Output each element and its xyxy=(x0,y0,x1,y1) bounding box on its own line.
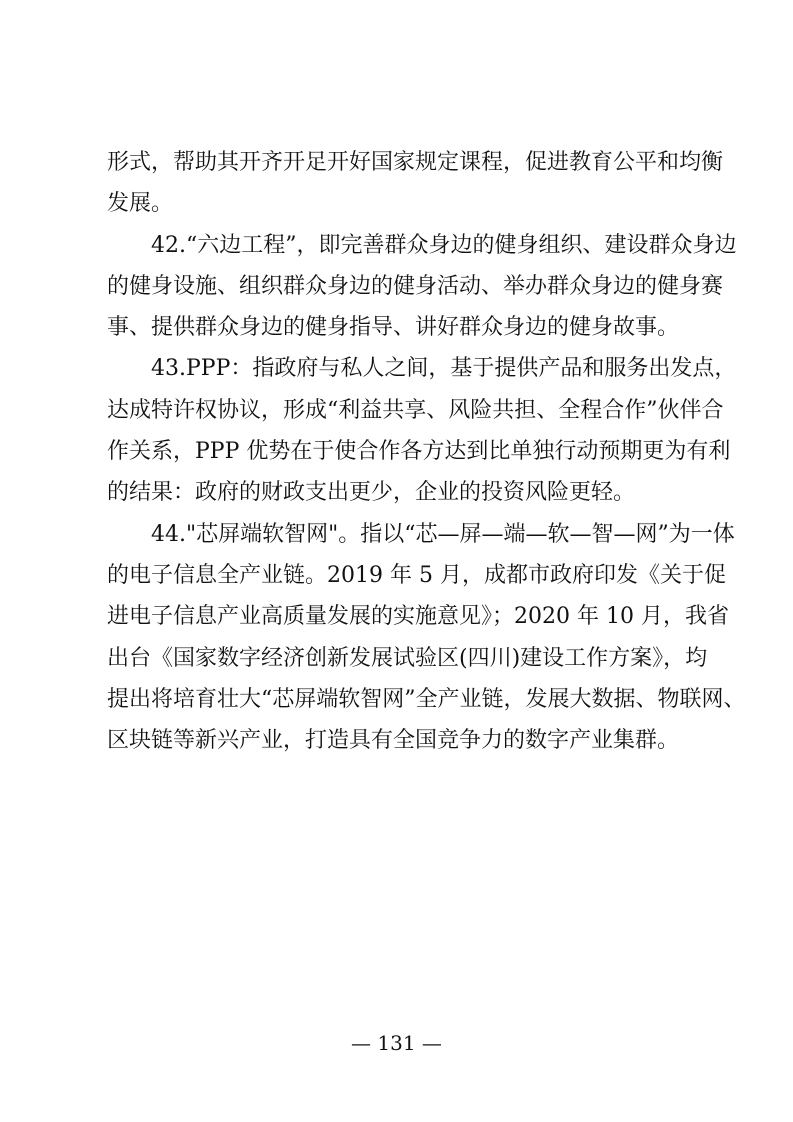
item-44-line-6: 区块链等新兴产业，打造具有全国竞争力的数字产业集群。 xyxy=(107,728,680,753)
item-43-line-2: 达成特许权协议，形成“利益共享、风险共担、全程合作”伙伴合 xyxy=(107,398,724,423)
item-42-line-1: 42.“六边工程”，即完善群众身边的健身组织、建设群众身边 xyxy=(151,233,737,258)
item-43-line-3: 作关系，PPP 优势在于使合作各方达到比单独行动预期更为有利 xyxy=(107,439,731,464)
item-43-line-1: 43.PPP：指政府与私人之间，基于提供产品和服务出发点， xyxy=(151,356,737,381)
item-44-line-5: 提出将培育壮大“芯屏端软智网”全产业链，发展大数据、物联网、 xyxy=(107,687,746,712)
item-42-line-2: 的健身设施、组织群众身边的健身活动、举办群众身边的健身赛 xyxy=(107,274,724,299)
item-42-line-3: 事、提供群众身边的健身指导、讲好群众身边的健身故事。 xyxy=(107,315,680,340)
item-44-line-2: 的电子信息全产业链。2019 年 5 月，成都市政府印发《关于促 xyxy=(107,563,726,588)
item-44-line-1: 44."芯屏端软智网"。指以“芯—屏—端—软—智—网”为一体 xyxy=(151,522,735,547)
text-line-2: 发展。 xyxy=(107,191,174,216)
item-44-line-3: 进电子信息产业高质量发展的实施意见》；2020 年 10 月，我省 xyxy=(107,604,729,629)
text-line-1: 形式，帮助其开齐开足开好国家规定课程，促进教育公平和均衡 xyxy=(107,150,724,175)
page-number: — 131 — xyxy=(351,1031,442,1055)
item-44-line-4: 出台《国家数字经济创新发展试验区(四川)建设工作方案》，均 xyxy=(107,646,708,671)
item-43-line-4: 的结果：政府的财政支出更少，企业的投资风险更轻。 xyxy=(107,480,636,505)
